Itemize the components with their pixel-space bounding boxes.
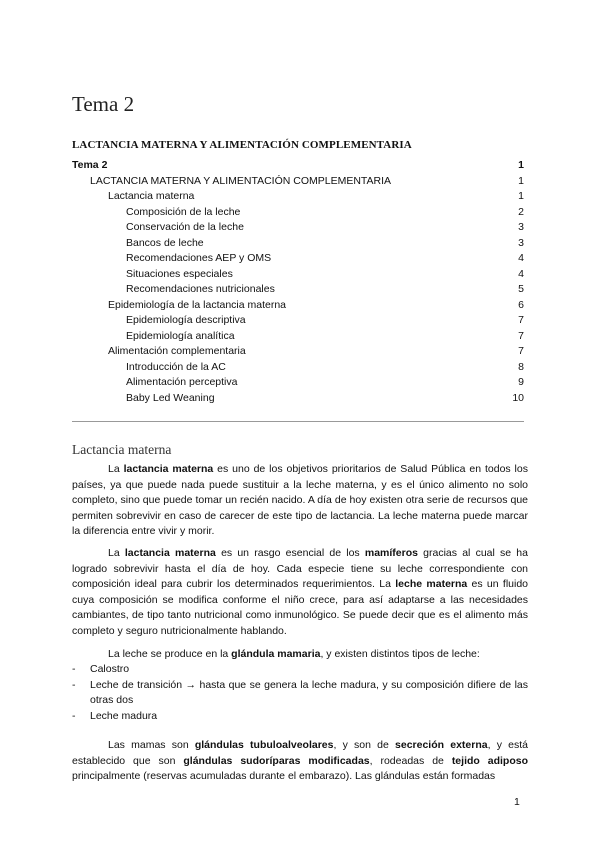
toc-entry-page: 7 [518,314,524,326]
toc-entry-page: 9 [518,376,524,388]
bold-term: glándula mamaria [231,648,321,660]
text-run: gracias al cual se ha logrado sobrevivir hasta el día de hoy. Cada especie tiene su leche correspondiente con composición ideal para cubrir los determinados requerimientos. La [72,547,528,591]
toc-entry-page: 3 [518,221,524,233]
toc-entry-label: Recomendaciones AEP y OMS [126,252,272,264]
toc-entry-label: Alimentación perceptiva [126,376,238,388]
toc-entry-label: Baby Led Weaning [126,391,215,404]
toc-entry-page: 7 [518,329,524,342]
toc-entry-label: Alimentación complementaria [108,345,246,357]
paragraph-2 [72,546,528,640]
list-item [72,709,528,725]
text-run: , y está establecido que son [72,739,528,767]
toc-entry-label: Situaciones especiales [126,267,233,280]
bold-term: leche materna [395,578,468,591]
text-run: principalmente (reservas acumuladas durante el embarazo). Las glándulas están formadas [72,770,496,783]
toc-entry-label: Composición de la leche [126,205,241,218]
bullet-dash: - [72,678,76,691]
page-number: 1 [514,796,520,808]
toc-entry-label: LACTANCIA MATERNA Y ALIMENTACIÓN COMPLEMENTARIA [90,174,392,187]
toc-entry-label: Introducción de la AC [126,360,226,373]
text-run: es un rasgo esencial de los [215,547,365,559]
toc-entry-page: 2 [518,205,524,218]
toc-entry-page: 1 [518,159,524,171]
toc-entry-page: 5 [518,283,524,295]
text-run: , y existen distintos tipos de leche: [320,648,480,660]
milk-types-list [72,662,528,724]
toc-entry[interactable] [72,236,528,252]
toc-entry[interactable] [72,391,528,407]
toc-entry[interactable] [72,267,528,283]
text-run: , rodeadas de [369,754,452,767]
toc-entry[interactable] [72,298,528,314]
bullet-dash: - [72,663,76,675]
bold-term: glándulas tubuloalveolares [194,739,334,751]
bold-term: secreción externa [395,739,488,751]
toc-entry-page: 6 [518,298,524,311]
toc-entry[interactable] [72,189,528,205]
toc-entry-label: Conservación de la leche [126,221,244,233]
toc-entry-page: 8 [518,360,524,373]
bold-term: tejido adiposo [451,754,528,767]
bullet-dash: - [72,709,76,722]
toc-entry-label: Tema 2 [72,159,108,171]
text-run: Las mamas son [108,739,195,751]
paragraph-3 [72,647,528,663]
bold-term: lactancia materna [123,463,214,475]
toc-divider [72,421,524,422]
toc-entry[interactable] [72,344,528,360]
list-item-text: Leche de transición → hasta que se genera la leche madura, y su composición difiere de las otras dos [90,678,528,707]
toc-entry-page: 4 [518,252,524,264]
bold-term: mamíferos [364,547,418,559]
text-run: , y son de [333,739,396,751]
document-title: Tema 2 [72,92,135,116]
paragraph-4 [72,738,528,785]
toc-entry-label: Epidemiología analítica [126,329,235,342]
text-run: es un fluido cuya composición se modifica conforme el niño crece, para así adaptarse a las necesidades cambiantes, de tipo tanto nutricional como inmunológico. Se puede decir que es el alimento más completo y seguro nutricionalmente hablando. [72,578,528,637]
list-item [72,662,528,678]
toc-entry-page: 4 [518,267,524,280]
toc-entry-label: Lactancia materna [108,190,195,202]
text-run: La leche se produce en la [108,648,232,660]
toc-entry[interactable] [72,174,528,190]
section-heading: LACTANCIA MATERNA Y ALIMENTACIÓN COMPLEMENTARIA [72,139,412,151]
toc-entry-page: 1 [518,174,524,187]
text-run: La [108,463,124,475]
toc-entry-label: Bancos de leche [126,236,204,249]
table-of-contents [72,158,528,406]
list-item-text: Calostro [90,663,130,675]
toc-entry[interactable] [72,251,528,267]
toc-entry-page: 7 [518,345,524,357]
toc-entry-label: Recomendaciones nutricionales [126,283,275,295]
text-run: es uno de los objetivos prioritarios de Salud Pública en todos los países, ya que puede nada puede sustituir a la leche materna, y es el único alimento no solo completo, sino que puede tomar un recién nacido. A día de hoy existen otra serie de recursos que permiten sobrevivir en caso de carecer de este tipo de lactancia. La leche materna puede marcar la diferencia entre vivir y morir. [72,463,528,538]
toc-entry[interactable] [72,220,528,236]
toc-entry[interactable] [72,375,528,391]
toc-entry-page: 1 [518,190,524,202]
section-title-lactancia: Lactancia materna [72,442,172,457]
toc-entry[interactable] [72,158,528,174]
list-item [72,678,528,709]
toc-entry[interactable] [72,282,528,298]
toc-entry-label: Epidemiología de la lactancia materna [108,298,287,311]
text-run: La [108,547,125,559]
list-item-text: Leche madura [90,709,158,722]
toc-entry-label: Epidemiología descriptiva [126,314,246,326]
toc-entry[interactable] [72,313,528,329]
toc-entry-page: 10 [512,391,524,404]
toc-entry[interactable] [72,205,528,221]
paragraph-1 [72,462,528,540]
bold-term: glándulas sudoríparas modificadas [183,754,370,767]
toc-entry-page: 3 [518,236,524,249]
toc-entry[interactable] [72,329,528,345]
bold-term: lactancia materna [124,547,216,559]
toc-entry[interactable] [72,360,528,376]
